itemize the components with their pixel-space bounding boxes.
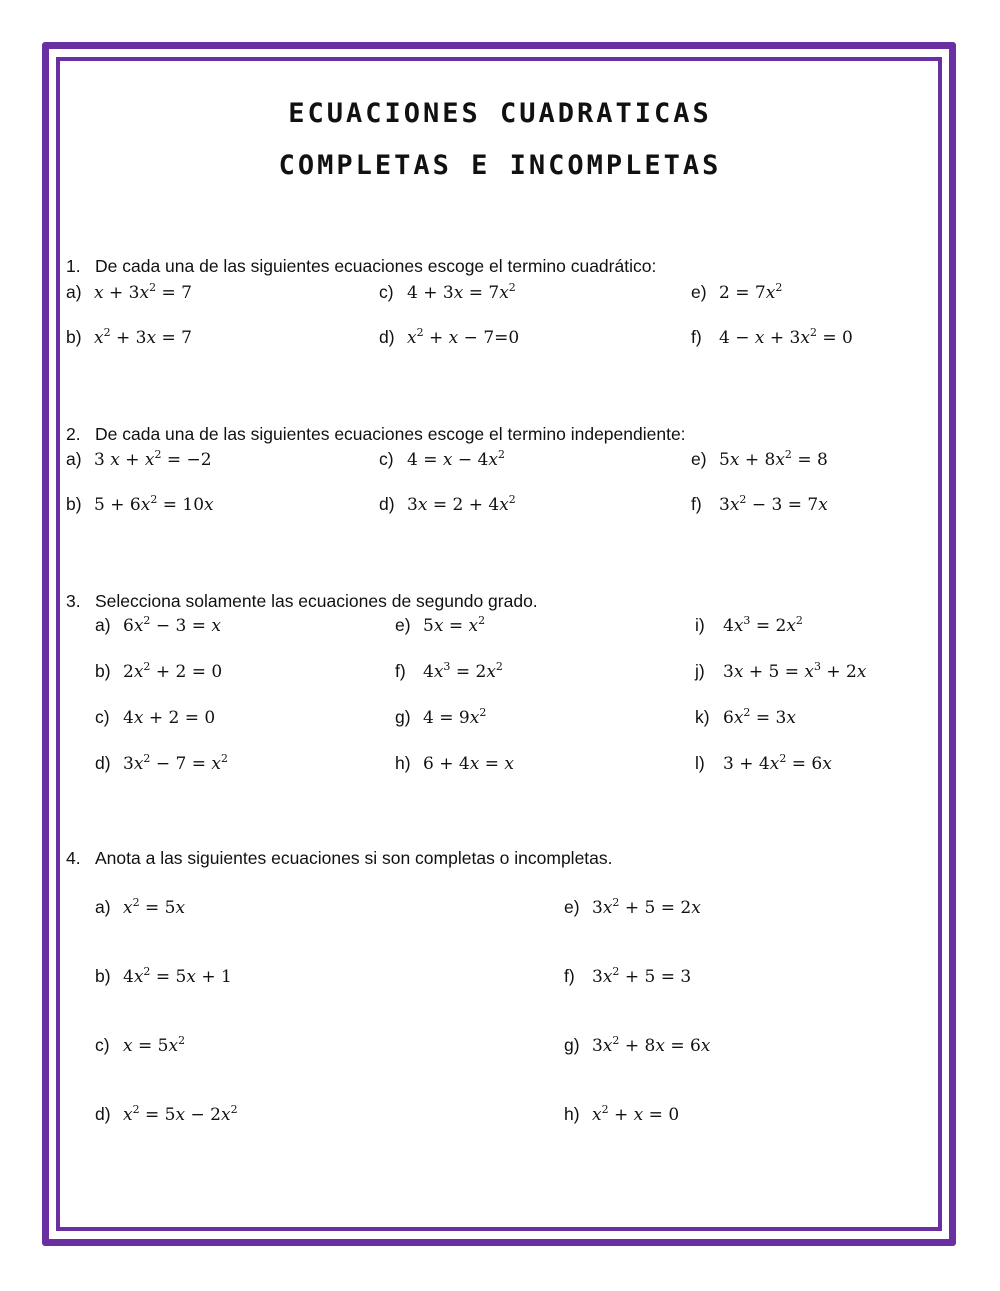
question-text: De cada una de las siguientes ecuaciones escoge el termino independiente: xyxy=(95,424,686,444)
equation: $2 = 7x^2$ xyxy=(719,281,783,303)
question-3-item[interactable]: i) $4x^3 = 2x^2$ xyxy=(695,614,803,636)
equation: $5x + 8x^2 = 8$ xyxy=(719,448,828,470)
question-4-item[interactable]: f) $3x^2 + 5 = 3$ xyxy=(564,965,692,987)
question-1-item[interactable]: d) $x^2 + x - 7=0$ xyxy=(379,326,520,348)
question-1-item[interactable]: b) $x^2 + 3x = 7$ xyxy=(66,326,192,348)
question-3-item[interactable]: c) 4x + 2 = 0 xyxy=(95,707,216,728)
equation: $6x^2 = 3x$ xyxy=(723,706,796,728)
equation: $x^2 + x - 7=0$ xyxy=(407,326,520,348)
equation: $5x = x^2$ xyxy=(423,614,486,636)
equation: $3x = 2 + 4x^2$ xyxy=(407,493,516,515)
question-2-item[interactable]: e) $5x + 8x^2 = 8$ xyxy=(691,448,828,470)
equation: $3x^2 + 5 = 2x$ xyxy=(592,896,701,918)
question-4-item[interactable]: e) $3x^2 + 5 = 2x$ xyxy=(564,896,701,918)
equation: $4 = 9x^2$ xyxy=(423,706,487,728)
equation: 4x + 2 = 0 xyxy=(123,708,216,728)
equation: $3x^2 + 5 = 3$ xyxy=(592,965,692,987)
worksheet-title-line-2: COMPLETAS E INCOMPLETAS xyxy=(278,150,722,181)
question-4-item[interactable]: a) $x^2 = 5x$ xyxy=(95,896,186,918)
question-2-item[interactable]: a) 3 $x + x^2 = -2$ xyxy=(66,448,212,470)
equation: $3x^2 + 8x = 6x$ xyxy=(592,1034,711,1056)
equation: $3x^2 - 7 = x^2$ xyxy=(123,752,228,774)
question-3-item[interactable]: a) $6x^2 - 3 = x$ xyxy=(95,614,221,636)
equation: $4x^2 = 5x + 1$ xyxy=(123,965,232,987)
question-1-item[interactable]: c) $4 + 3x = 7x^2$ xyxy=(379,281,516,303)
question-1-item[interactable]: a) $x + 3x^2 = 7$ xyxy=(66,281,192,303)
question-3 xyxy=(66,591,538,612)
question-number: 2. xyxy=(66,424,81,444)
equation: $4x^3 = 2x^2$ xyxy=(423,660,503,682)
equation: $2x^2 + 2 = 0$ xyxy=(123,660,223,682)
equation: 3 $x + x^2 = -2$ xyxy=(94,448,212,470)
equation: $5 + 6x^2 = 10x$ xyxy=(94,493,214,515)
equation: $x + 3x^2 = 7$ xyxy=(94,281,192,303)
equation: 6 + 4x = x xyxy=(423,754,514,774)
question-2-item[interactable]: d) $3x = 2 + 4x^2$ xyxy=(379,493,516,515)
question-text: Anota a las siguientes ecuaciones si son completas o incompletas. xyxy=(95,848,613,868)
question-3-item[interactable]: l) $3 + 4x^2 = 6x$ xyxy=(695,752,832,774)
question-3-item[interactable]: d) $3x^2 - 7 = x^2$ xyxy=(95,752,228,774)
equation: $4 - x + 3x^2 = 0$ xyxy=(719,326,853,348)
equation: $x^2 + x = 0$ xyxy=(592,1103,680,1125)
question-1-item[interactable]: f) $4 - x + 3x^2 = 0$ xyxy=(691,326,853,348)
equation: $6x^2 - 3 = x$ xyxy=(123,614,221,636)
worksheet-title-line-1: ECUACIONES CUADRATICAS xyxy=(288,98,712,129)
page-border-inner xyxy=(56,57,942,1231)
question-4-item[interactable]: h) $x^2 + x = 0$ xyxy=(564,1103,680,1125)
equation: $3x + 5 = x^3 + 2x$ xyxy=(723,660,867,682)
equation: $3x^2 - 3 = 7x$ xyxy=(719,493,828,515)
question-text: De cada una de las siguientes ecuaciones escoge el termino cuadrático: xyxy=(95,256,657,276)
equation: $x^2 + 3x = 7$ xyxy=(94,326,192,348)
question-4-item[interactable]: b) $4x^2 = 5x + 1$ xyxy=(95,965,232,987)
question-number: 4. xyxy=(66,848,81,868)
question-text: Selecciona solamente las ecuaciones de segundo grado. xyxy=(95,591,538,611)
equation: $x = 5x^2$ xyxy=(123,1034,186,1056)
question-number: 3. xyxy=(66,591,81,611)
question-1-item[interactable]: e) $2 = 7x^2$ xyxy=(691,281,783,303)
question-2 xyxy=(66,424,686,445)
question-3-item[interactable]: e) $5x = x^2$ xyxy=(395,614,486,636)
question-3-item[interactable]: j) $3x + 5 = x^3 + 2x$ xyxy=(695,660,867,682)
question-3-item[interactable]: k) $6x^2 = 3x$ xyxy=(695,706,796,728)
question-3-item[interactable]: g) $4 = 9x^2$ xyxy=(395,706,487,728)
question-4-item[interactable]: g) $3x^2 + 8x = 6x$ xyxy=(564,1034,711,1056)
question-2-item[interactable]: c) $4 = x - 4x^2$ xyxy=(379,448,505,470)
question-2-item[interactable]: f) $3x^2 - 3 = 7x$ xyxy=(691,493,828,515)
question-4 xyxy=(66,848,613,869)
equation: $x^2 = 5x - 2x^2$ xyxy=(123,1103,238,1125)
equation: $4 + 3x = 7x^2$ xyxy=(407,281,516,303)
equation: $3 + 4x^2 = 6x$ xyxy=(723,752,832,774)
question-number: 1. xyxy=(66,256,81,276)
equation: $4 = x - 4x^2$ xyxy=(407,448,505,470)
question-3-item[interactable]: h) 6 + 4x = x xyxy=(395,753,514,774)
equation: $4x^3 = 2x^2$ xyxy=(723,614,803,636)
question-3-item[interactable]: b) $2x^2 + 2 = 0$ xyxy=(95,660,223,682)
question-3-item[interactable]: f) $4x^3 = 2x^2$ xyxy=(395,660,503,682)
question-4-item[interactable]: c) $x = 5x^2$ xyxy=(95,1034,186,1056)
question-4-item[interactable]: d) $x^2 = 5x - 2x^2$ xyxy=(95,1103,238,1125)
equation: $x^2 = 5x$ xyxy=(123,896,186,918)
question-2-item[interactable]: b) $5 + 6x^2 = 10x$ xyxy=(66,493,214,515)
question-1 xyxy=(66,256,656,277)
